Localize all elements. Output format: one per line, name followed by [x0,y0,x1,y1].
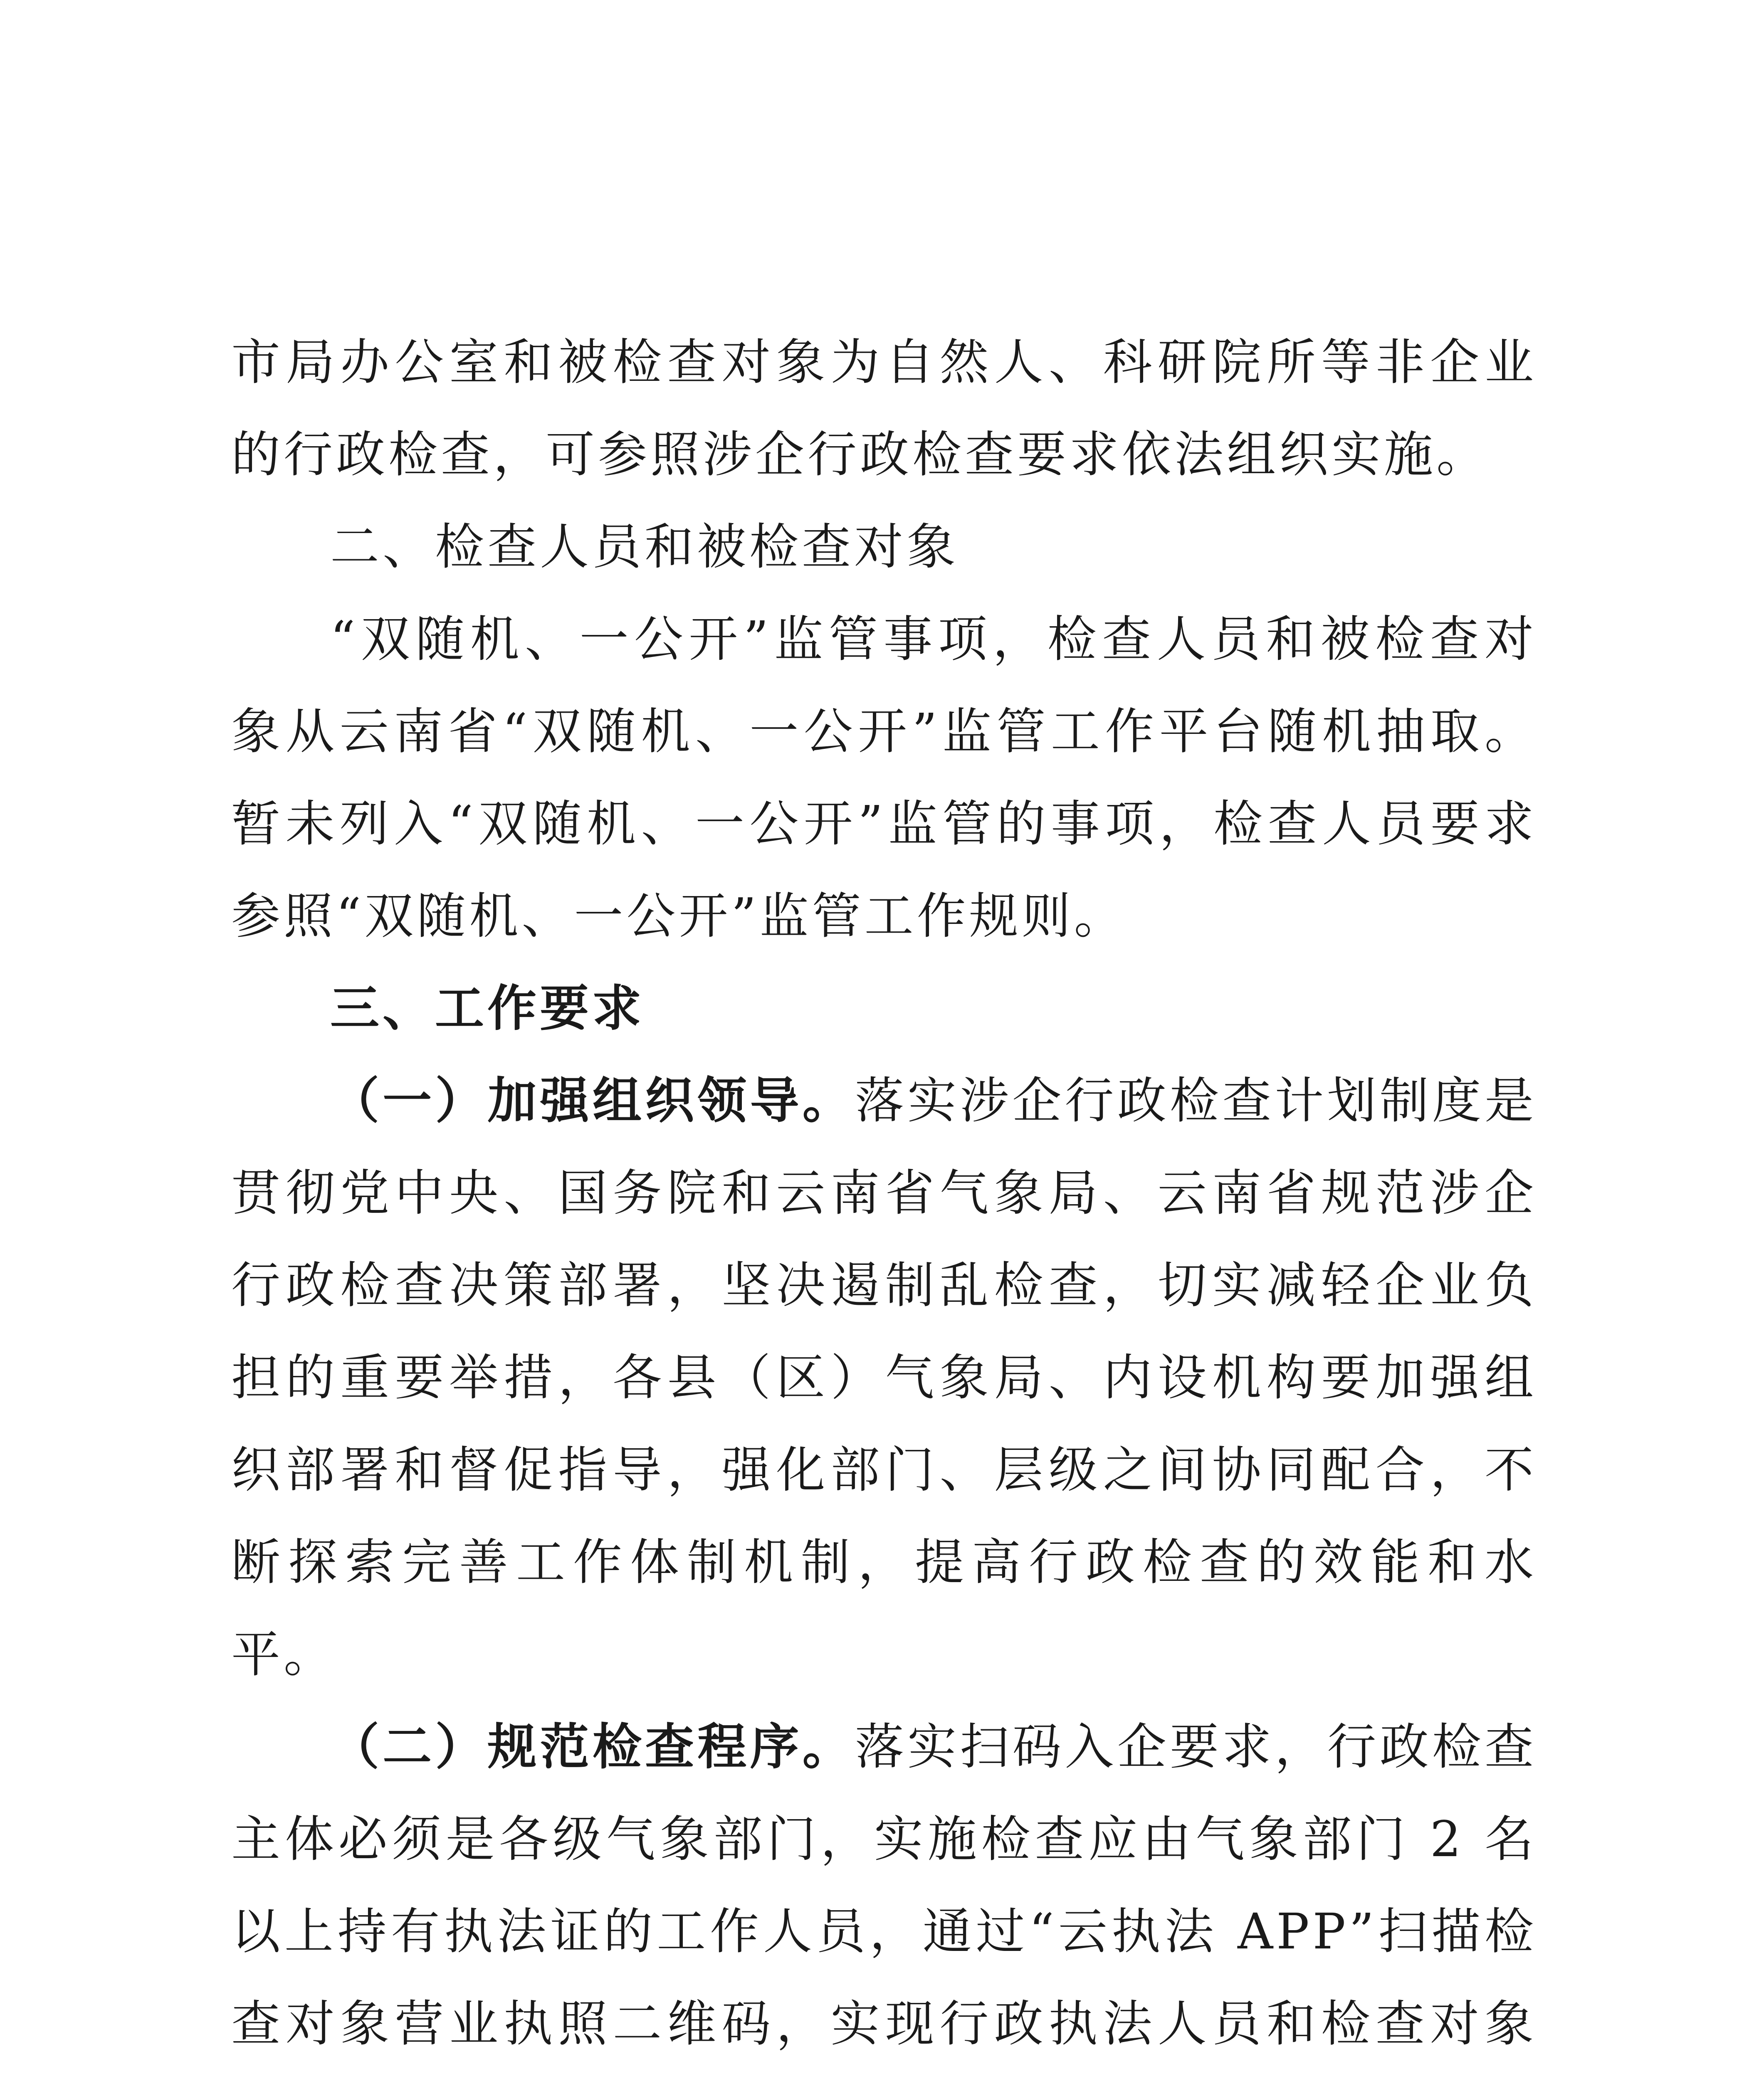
item-2-body: 落实扫码入企要求，行政检查主体必须是各级气象部门，实施检查应由气象部门 2 名以上持有执法证的工作人员，通过“云执法 APP”扫描检查对象营业执照二维码，实现行政执法人员和检查对象 [231,1718,1537,2052]
item-2-lead: （二）规范检查程序。 [330,1718,855,1775]
item-2-paragraph [231,1701,1537,2079]
section-3-heading: 三、工作要求 [330,980,645,1037]
section-2-heading: 二、检查人员和被检查对象 [330,518,959,575]
intro-paragraph-tail: 市局办公室和被检查对象为自然人、科研院所等非企业的行政检查，可参照涉企行政检查要求依法组织实施。 [231,333,1537,483]
item-1-paragraph [231,1054,1537,1701]
item-1-lead: （一）加强组织领导。 [330,1072,855,1129]
item-1-body: 落实涉企行政检查计划制度是贯彻党中央、国务院和云南省气象局、云南省规范涉企行政检查决策部署，坚决遏制乱检查，切实减轻企业负担的重要举措，各县（区）气象局、内设机构要加强组织部署和督促指导，强化部门、层级之间协同配合，不断探索完善工作体制机制，提高行政检查的效能和水平。 [231,1072,1537,1683]
document-body [231,316,1537,2079]
section-2-paragraph: “双随机、一公开”监管事项，检查人员和被检查对象从云南省“双随机、一公开”监管工作平台随机抽取。暂未列入“双随机、一公开”监管的事项，检查人员要求参照“双随机、一公开”监管工作规则。 [231,610,1537,945]
